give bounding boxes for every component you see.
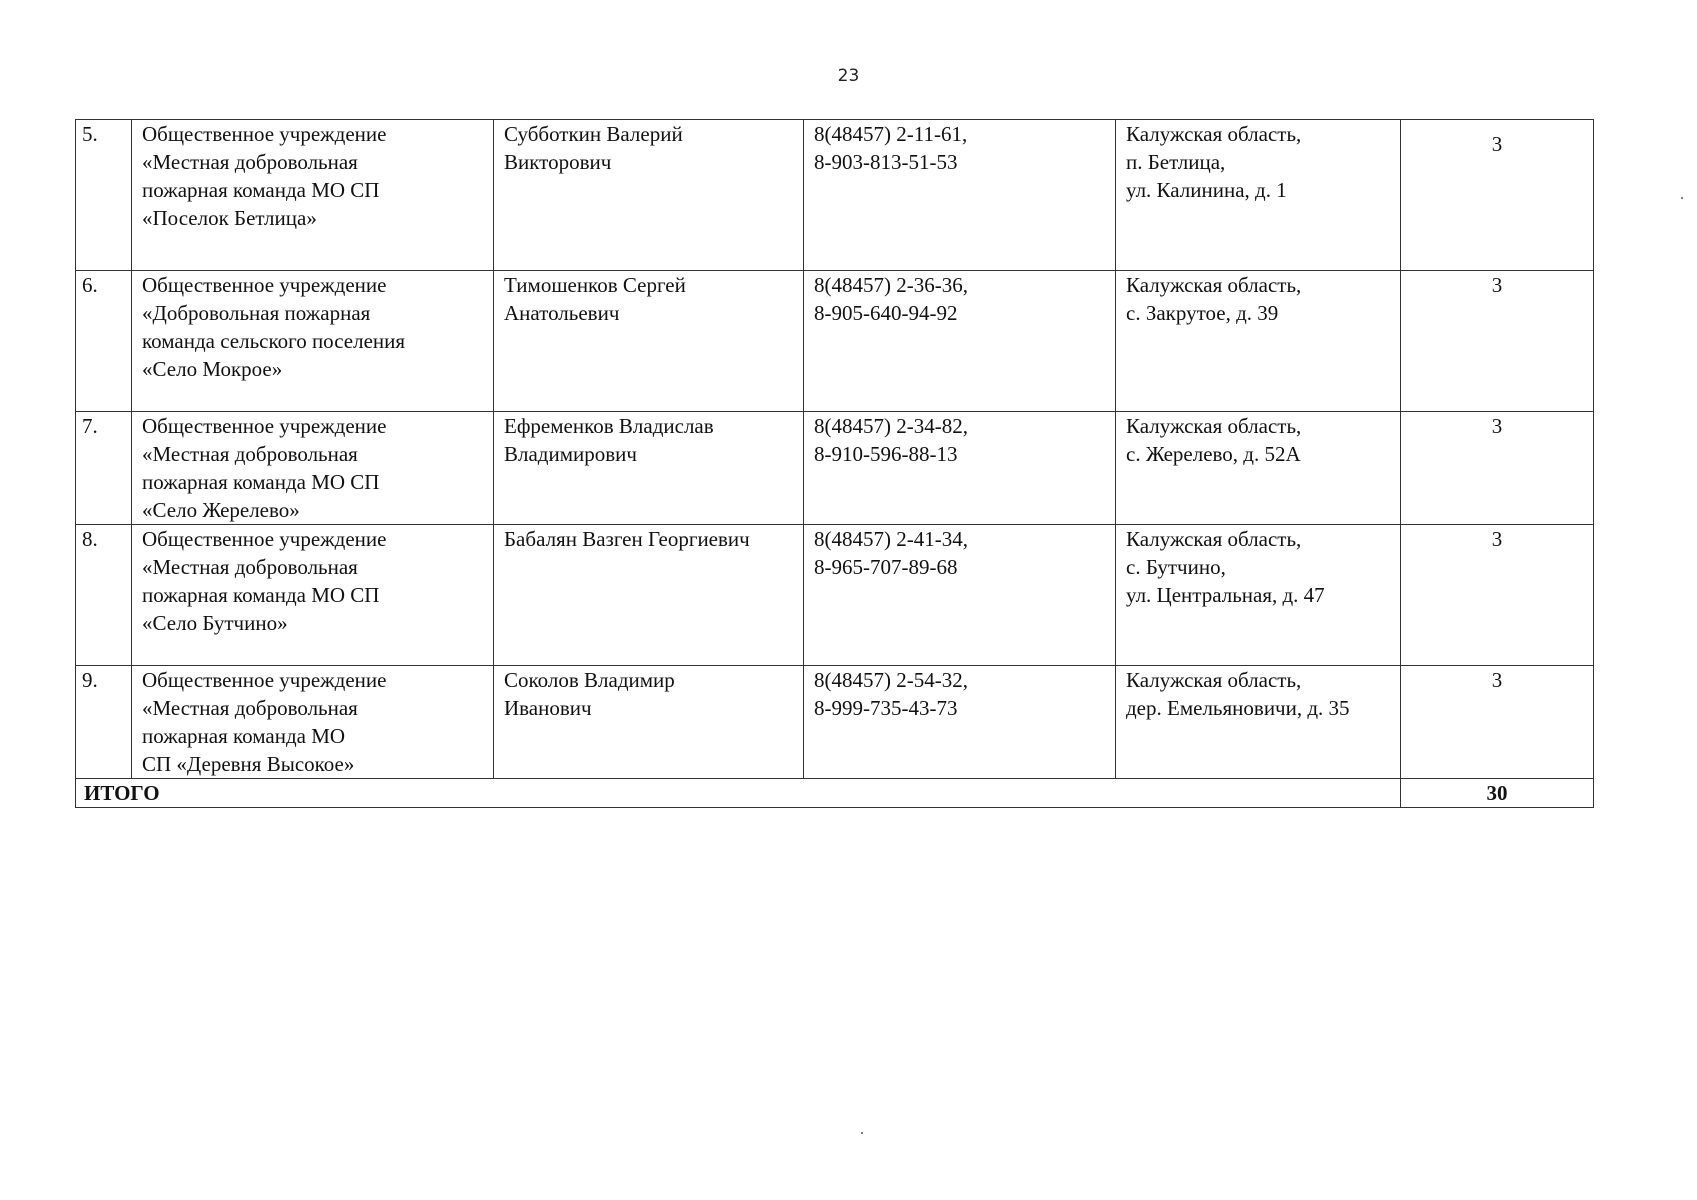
total-label: ИТОГО [76, 779, 1401, 808]
brigades-table [75, 119, 1594, 808]
table-row [76, 412, 1594, 525]
organization-cell: Общественное учреждение «Местная добровольная пожарная команда МО СП «Поселок Бетлица» [132, 120, 494, 271]
head-name-cell: Соколов Владимир Иванович [494, 666, 804, 779]
table-row [76, 120, 1594, 271]
address-cell: Калужская область, с. Бутчино, ул. Центральная, д. 47 [1116, 525, 1401, 666]
phone-cell: 8(48457) 2-41-34, 8-965-707-89-68 [804, 525, 1116, 666]
total-value: 30 [1401, 779, 1594, 808]
row-number-cell: 6. [76, 271, 132, 412]
row-number-cell: 7. [76, 412, 132, 525]
table-row [76, 525, 1594, 666]
address-cell: Калужская область, с. Жерелево, д. 52А [1116, 412, 1401, 525]
staff-count-cell: 3 [1401, 666, 1594, 779]
head-name-cell: Бабалян Вазген Георгиевич [494, 525, 804, 666]
staff-count-cell: 3 [1401, 412, 1594, 525]
row-number-cell: 9. [76, 666, 132, 779]
organization-cell: Общественное учреждение «Местная добровольная пожарная команда МО СП «Деревня Высокое» [132, 666, 494, 779]
organization-cell: Общественное учреждение «Местная добровольная пожарная команда МО СП «Село Жерелево» [132, 412, 494, 525]
table-row [76, 666, 1594, 779]
phone-cell: 8(48457) 2-11-61, 8-903-813-51-53 [804, 120, 1116, 271]
staff-count-cell: 3 [1401, 120, 1594, 271]
organization-cell: Общественное учреждение «Добровольная пожарная команда сельского поселения «Село Мокрое» [132, 271, 494, 412]
organization-cell: Общественное учреждение «Местная добровольная пожарная команда МО СП «Село Бутчино» [132, 525, 494, 666]
staff-count-cell: 3 [1401, 271, 1594, 412]
head-name-cell: Ефременков Владислав Владимирович [494, 412, 804, 525]
scan-speck [861, 1132, 863, 1134]
total-row [76, 779, 1594, 808]
address-cell: Калужская область, п. Бетлица, ул. Калинина, д. 1 [1116, 120, 1401, 271]
staff-count-cell: 3 [1401, 525, 1594, 666]
phone-cell: 8(48457) 2-54-32, 8-999-735-43-73 [804, 666, 1116, 779]
address-cell: Калужская область, дер. Емельяновичи, д. 35 [1116, 666, 1401, 779]
row-number-cell: 8. [76, 525, 132, 666]
address-cell: Калужская область, с. Закрутое, д. 39 [1116, 271, 1401, 412]
phone-cell: 8(48457) 2-36-36, 8-905-640-94-92 [804, 271, 1116, 412]
head-name-cell: Субботкин Валерий Викторович [494, 120, 804, 271]
table-row [76, 271, 1594, 412]
phone-cell: 8(48457) 2-34-82, 8-910-596-88-13 [804, 412, 1116, 525]
scan-speck [1681, 197, 1683, 199]
head-name-cell: Тимошенков Сергей Анатольевич [494, 271, 804, 412]
page-number: 23 [837, 66, 860, 86]
row-number-cell: 5. [76, 120, 132, 271]
